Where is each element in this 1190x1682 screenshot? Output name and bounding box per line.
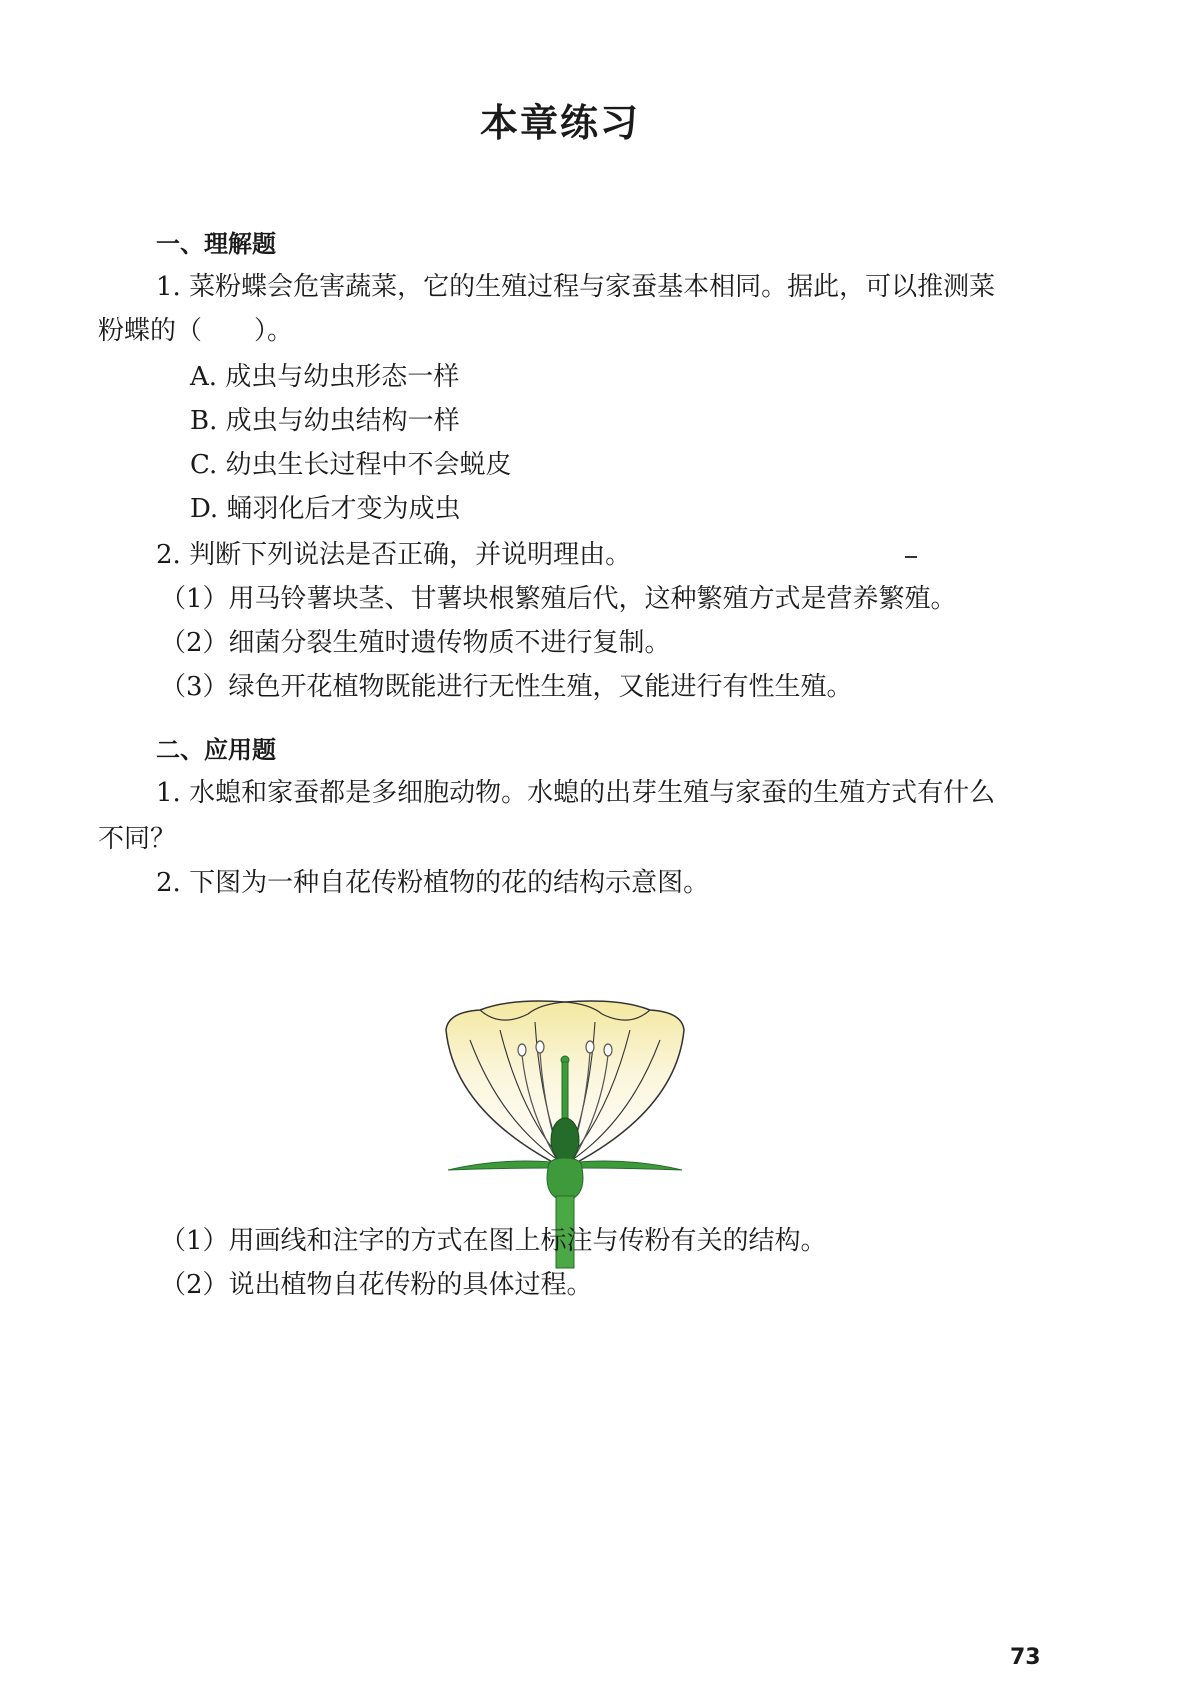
application-question-2-item-2: （2）说出植物自花传粉的具体过程。 <box>160 1270 593 1300</box>
option-b: B. 成虫与幼虫结构一样 <box>190 406 460 436</box>
question-2-item-3: （3）绿色开花植物既能进行无性生殖，又能进行有性生殖。 <box>160 672 853 702</box>
option-d: D. 蛹羽化后才变为成虫 <box>190 494 461 524</box>
application-question-1-line-2: 不同？ <box>98 824 177 854</box>
application-question-1-line-1: 1. 水螅和家蚕都是多细胞动物。水螅的出芽生殖与家蚕的生殖方式有什么 <box>156 778 996 808</box>
option-c: C. 幼虫生长过程中不会蜕皮 <box>190 450 512 480</box>
receptacle <box>547 1158 583 1198</box>
question-2-item-1: （1）用马铃薯块茎、甘薯块根繁殖后代，这种繁殖方式是营养繁殖。 <box>160 584 957 614</box>
sepal-left <box>448 1161 552 1170</box>
question-1-line-2: 粉蝶的（ ）。 <box>98 316 294 346</box>
sepal-right <box>578 1161 682 1170</box>
question-2-stem: 2. 判断下列说法是否正确，并说明理由。 <box>156 540 632 570</box>
application-question-2-item-1: （1）用画线和注字的方式在图上标注与传粉有关的结构。 <box>160 1226 827 1256</box>
page-title: 本章练习 <box>479 101 640 145</box>
question-2-item-2: （2）细菌分裂生殖时遗传物质不进行复制。 <box>160 628 671 658</box>
application-question-2-stem: 2. 下图为一种自花传粉植物的花的结构示意图。 <box>156 868 710 898</box>
section-heading-application: 二、应用题 <box>156 736 276 764</box>
section-heading-understanding: 一、理解题 <box>156 230 276 258</box>
ovary <box>551 1118 579 1162</box>
stray-mark <box>905 556 917 558</box>
page-number: 73 <box>1010 1645 1041 1670</box>
question-1-line-1: 1. 菜粉蝶会危害蔬菜，它的生殖过程与家蚕基本相同。据此，可以推测菜 <box>156 272 996 302</box>
pistil-style <box>562 1062 568 1124</box>
option-a: A. 成虫与幼虫形态一样 <box>190 362 460 392</box>
